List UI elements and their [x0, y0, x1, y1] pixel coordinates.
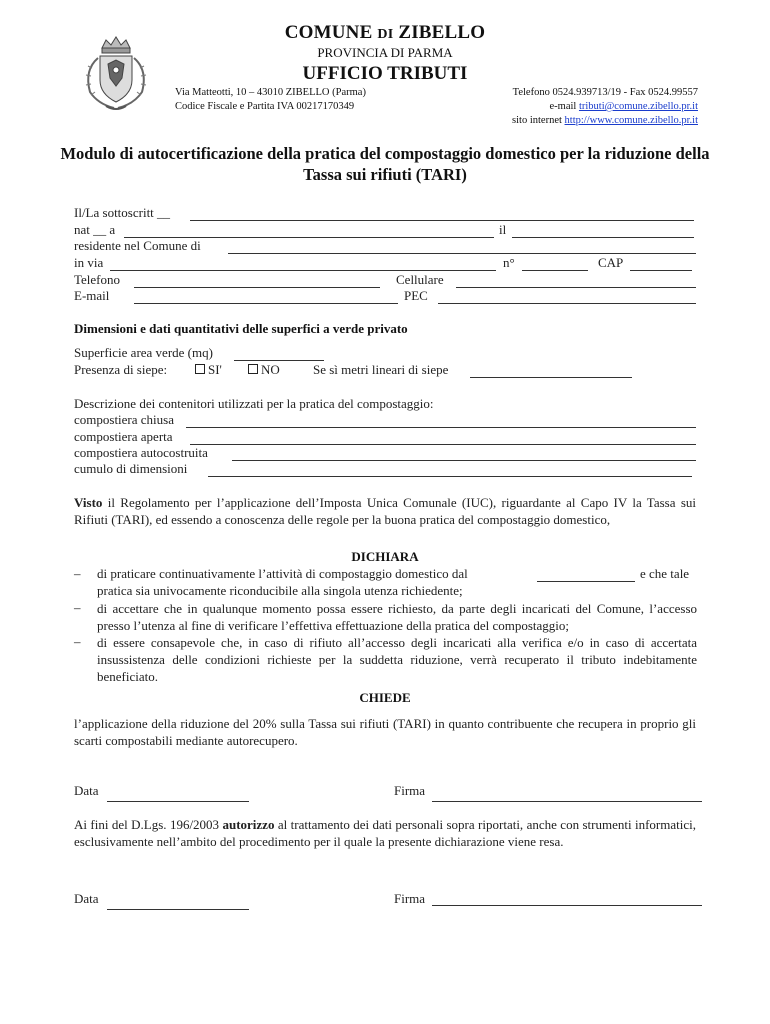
heap-size-label: cumulo di dimensioni	[74, 461, 188, 476]
email-line	[550, 101, 698, 112]
green-area-label: Superficie area verde (mq)	[74, 345, 213, 360]
declare-item-2: di accettare che in qualunque momento possa essere richiesto, da parte degli incaricati del Comune, l’accesso presso l’utenza al fine di verificare l’effettiva effettuazione della pratica del compostaggio;	[97, 601, 697, 633]
resident-field[interactable]	[228, 253, 696, 254]
date-label-1: Data	[74, 783, 99, 798]
form-title: Modulo di autocertificazione della pratica del compostaggio domestico per la riduzione della Tassa sui rifiuti (TARI)	[60, 144, 710, 184]
hedge-yes-checkbox[interactable]	[195, 364, 205, 374]
declare-dash-2: –	[74, 600, 81, 615]
declare-item-1a: di praticare continuativamente l’attività di compostaggio domestico dal	[97, 566, 468, 581]
hedge-yes-option[interactable]	[195, 362, 222, 378]
number-field[interactable]	[522, 270, 588, 271]
province-title: PROVINCIA DI PARMA	[317, 45, 453, 60]
cap-field[interactable]	[630, 270, 692, 271]
date-field-2[interactable]	[107, 909, 249, 910]
sign-field-1[interactable]	[432, 801, 702, 802]
hedge-label: Presenza di siepe:	[74, 362, 168, 377]
sign-field-2[interactable]	[432, 905, 702, 906]
tax-code-text: Codice Fiscale e Partita IVA 00217170349	[175, 101, 355, 112]
declare-item-3: di essere consapevole che, in caso di rifiuto all’accesso degli incaricati alla verifica e/o in caso di accertata insussistenza delle condizioni richieste per la suddetta riduzione, verrà recuperato il tributo indebitamente beneficiato.	[97, 635, 697, 684]
containers-intro: Descrizione dei contenitori utilizzati per la pratica del compostaggio:	[74, 396, 434, 411]
hedge-meters-label: Se sì metri lineari di siepe	[313, 362, 449, 377]
declares-title: DICHIARA	[351, 549, 419, 564]
sign-label-2: Firma	[394, 891, 426, 906]
hedge-no-label: NO	[261, 362, 280, 377]
privacy-post: al trattamento dei dati personali sopra riportati, anche con strumenti informatici, esclusivamente nell’ambito del procedimento per il quale la presente dichiarazione viene resa.	[74, 817, 696, 849]
cap-label: CAP	[598, 255, 624, 270]
privacy-paragraph	[74, 816, 696, 850]
date-label-2: Data	[74, 891, 99, 906]
email-field[interactable]	[134, 303, 398, 304]
self-built-composter-field[interactable]	[232, 460, 696, 461]
birthdate-label: il	[499, 222, 507, 237]
closed-composter-field[interactable]	[186, 427, 696, 428]
sign-label-1: Firma	[394, 783, 426, 798]
resident-label: residente nel Comune di	[74, 238, 201, 253]
declare-dash-3: –	[74, 634, 81, 649]
hedge-yes-label: SI'	[208, 362, 222, 377]
declare-item-1c: pratica sia univocamente riconducibile alla singola utenza richiedente;	[97, 583, 463, 598]
phone-label: Telefono	[74, 272, 121, 287]
privacy-pre: Ai fini del D.Lgs. 196/2003	[74, 817, 223, 832]
site-label: sito internet	[512, 115, 565, 126]
signed-label: Il/La sottoscritt __	[74, 205, 171, 220]
heap-size-field[interactable]	[208, 476, 692, 477]
visto-text: il Regolamento per l’applicazione dell’Imposta Unica Comunale (IUC), riguardante al Capo IV la Tassa sui Rifiuti (TARI), ed essendo a conoscenza delle regole per la buona pratica del compostaggio domestico,	[74, 495, 696, 527]
pec-label: PEC	[404, 288, 428, 303]
pec-field[interactable]	[438, 303, 696, 304]
born-label: nat __ a	[74, 222, 116, 237]
site-line	[512, 115, 698, 126]
closed-composter-label: compostiera chiusa	[74, 412, 174, 427]
requests-title: CHIEDE	[359, 690, 411, 705]
birthdate-field[interactable]	[512, 237, 694, 238]
signed-field[interactable]	[190, 220, 694, 221]
self-built-composter-label: compostiera autocostruita	[74, 445, 208, 460]
declare-item-1b: e che tale	[640, 566, 690, 581]
requests-paragraph: l’applicazione della riduzione del 20% sulla Tassa sui rifiuti (TARI) in quanto contribuente che recupera in proprio gli scarti compostabili mediante autorecupero.	[74, 716, 696, 748]
hedge-no-checkbox[interactable]	[248, 364, 258, 374]
mobile-field[interactable]	[456, 287, 696, 288]
visto-bold: Visto	[74, 495, 103, 510]
date-field-1[interactable]	[107, 801, 249, 802]
office-title: UFFICIO TRIBUTI	[302, 63, 468, 84]
hedge-no-option[interactable]	[248, 362, 280, 378]
composting-since-field[interactable]	[537, 581, 635, 582]
open-composter-label: compostiera aperta	[74, 429, 173, 444]
street-label: in via	[74, 255, 104, 270]
number-label: n°	[503, 255, 515, 270]
municipality-title: COMUNE DI ZIBELLO	[284, 22, 486, 43]
open-composter-field[interactable]	[190, 444, 696, 445]
site-link[interactable]: http://www.comune.zibello.pr.it	[564, 115, 698, 126]
phone-field[interactable]	[134, 287, 380, 288]
email-link[interactable]: tributi@comune.zibello.pr.it	[578, 101, 698, 112]
declare-dash-1: –	[74, 566, 81, 581]
visto-paragraph	[74, 494, 696, 528]
phone-fax-text: Telefono 0524.939713/19 - Fax 0524.99557	[512, 87, 698, 98]
hedge-meters-field[interactable]	[470, 377, 632, 378]
email-field-label: E-mail	[74, 288, 110, 303]
street-field[interactable]	[110, 270, 496, 271]
address-text: Via Matteotti, 10 – 43010 ZIBELLO (Parma)	[175, 87, 366, 98]
green-area-field[interactable]	[234, 360, 324, 361]
email-label: e-mail	[549, 101, 579, 112]
mobile-label: Cellulare	[396, 272, 444, 287]
privacy-bold: autorizzo	[222, 817, 275, 832]
green-area-section-title: Dimensioni e dati quantitativi delle superfici a verde privato	[74, 321, 408, 336]
